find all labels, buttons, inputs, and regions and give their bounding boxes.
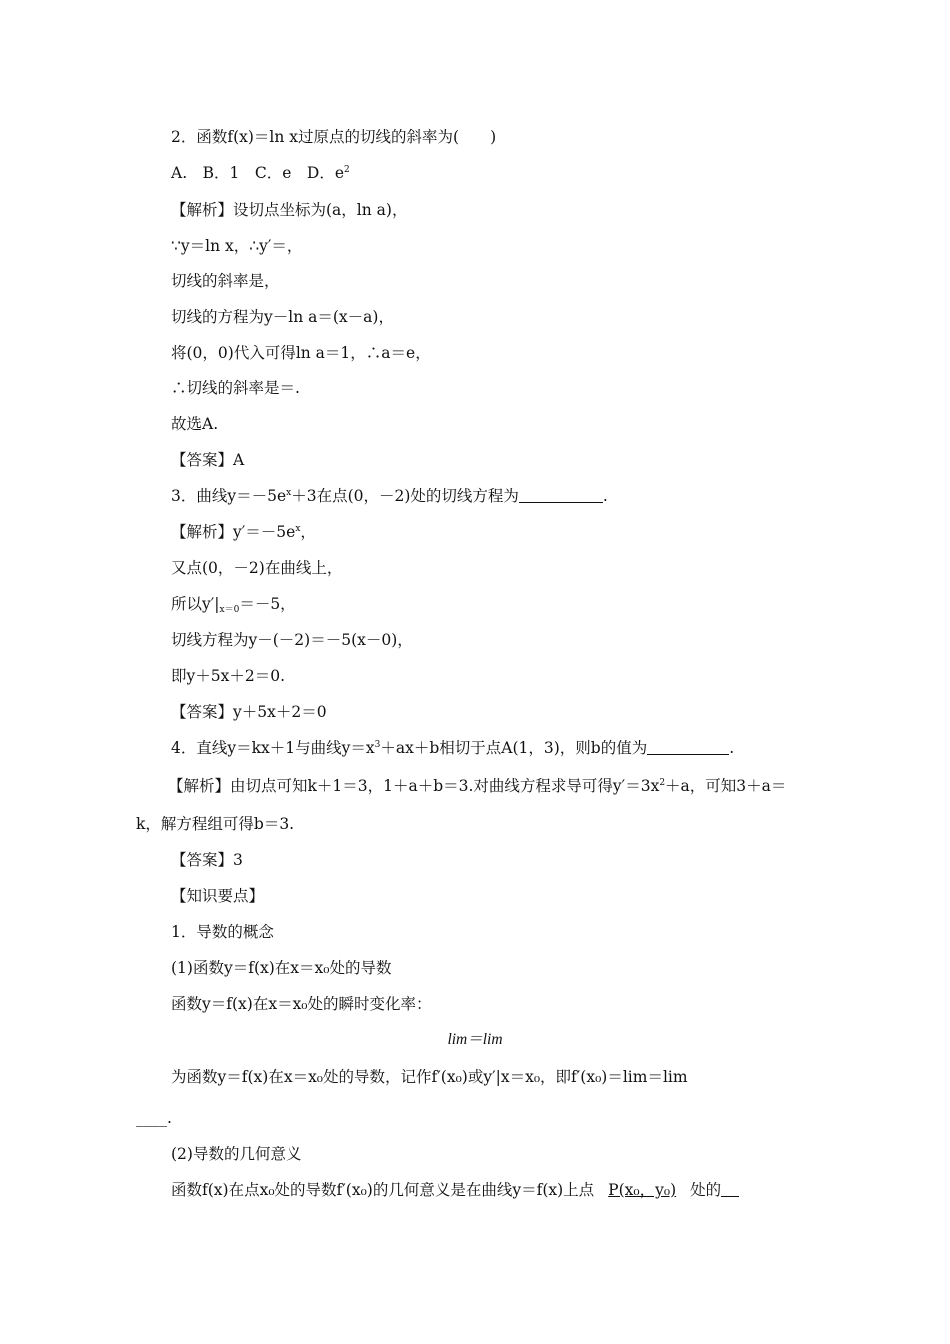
q4-stem-sup: 3	[374, 740, 381, 750]
knowledge-s2-text-a: 函数f(x)在点x₀处的导数f′(x₀)的几何意义是在曲线y＝f(x)上点	[171, 1181, 595, 1199]
q2-analysis-6: ∴切线的斜率是＝.	[171, 379, 300, 397]
derivative-formula: lim＝lim	[447, 1031, 503, 1048]
q3-stem-sup: x	[286, 488, 292, 498]
q4-stem-end: .	[729, 739, 735, 757]
knowledge-s2-text-b: 处的	[690, 1181, 722, 1199]
q2-options-sup: 2	[344, 165, 350, 175]
q3-analysis-3sub: x＝0	[219, 605, 240, 615]
q3-stem-b: ＋3在点(0，－2)处的切线方程为	[291, 487, 519, 505]
q4-analysis-2: k，解方程组可得b＝3.	[136, 815, 295, 833]
knowledge-s2-point: P(x₀，y₀)	[608, 1181, 677, 1199]
q3-analysis-1b: ，	[300, 523, 316, 541]
q4-stem-a: 4．直线y＝kx＋1与曲线y＝x	[171, 739, 375, 757]
q4-analysis-b: ＋a，可知3＋a＝	[665, 777, 787, 795]
q2-analysis-7: 故选A.	[171, 415, 219, 433]
q3-answer: 【答案】y＋5x＋2＝0	[171, 703, 327, 721]
q2-options	[171, 163, 350, 183]
q3-stem-end: .	[602, 487, 608, 505]
q2-analysis-5: 将(0，0)代入可得ln a＝1，∴a＝e，	[171, 344, 431, 362]
knowledge-s2-blank	[721, 1182, 739, 1197]
q4-stem-b: ＋ax＋b相切于点A(1，3)，则b的值为	[380, 739, 648, 757]
q3-analysis-3b: ＝－5，	[239, 595, 296, 613]
knowledge-s1-sub1: (1)函数y＝f(x)在x＝x₀处的导数	[171, 959, 392, 977]
q4-stem	[171, 738, 734, 758]
knowledge-heading: 【知识要点】	[171, 887, 265, 905]
q2-analysis-3: 切线的斜率是，	[171, 272, 280, 290]
q4-answer-blank	[647, 740, 729, 755]
q3-answer-blank	[519, 488, 603, 503]
q3-analysis-3	[171, 594, 296, 614]
q3-analysis-5: 即y＋5x＋2＝0.	[171, 667, 286, 685]
q2-analysis-2: ∵y＝ln x，∴y′＝，	[171, 237, 303, 255]
q4-analysis-a: 【解析】由切点可知k＋1＝3，1＋a＋b＝3.对曲线方程求导可得y′＝3x	[168, 777, 660, 795]
knowledge-s1-text3: ____.	[136, 1109, 172, 1127]
q2-analysis-1: 【解析】设切点坐标为(a，ln a)，	[171, 201, 408, 219]
q3-analysis-2: 又点(0，－2)在曲线上，	[171, 559, 343, 577]
q3-analysis-1sup: x	[295, 524, 301, 534]
q3-analysis-4: 切线方程为y－(－2)＝－5(x－0)，	[171, 631, 413, 649]
q2-answer: 【答案】A	[171, 451, 245, 469]
q4-analysis-sup: 2	[659, 778, 666, 788]
q2-options-text: A. B．1 C．e D．e	[171, 164, 345, 182]
q3-stem-a: 3．曲线y＝－5e	[171, 487, 287, 505]
q2-analysis-4: 切线的方程为y－ln a＝(x－a)，	[171, 308, 394, 326]
knowledge-s2-title: (2)导数的几何意义	[171, 1145, 302, 1163]
q4-analysis-1	[168, 776, 786, 796]
knowledge-s2-text	[171, 1180, 739, 1200]
q3-stem	[171, 486, 608, 506]
q3-analysis-1	[171, 522, 316, 542]
q2-stem: 2．函数f(x)＝ln x过原点的切线的斜率为( )	[171, 128, 497, 146]
q3-analysis-3a: 所以y′|	[171, 595, 220, 613]
q3-analysis-1a: 【解析】y′＝－5e	[171, 523, 296, 541]
knowledge-s1-title: 1．导数的概念	[171, 923, 274, 941]
knowledge-s1-text1: 函数y＝f(x)在x＝x₀处的瞬时变化率：	[171, 995, 432, 1013]
knowledge-s1-text2: 为函数y＝f(x)在x＝x₀处的导数，记作f′(x₀)或y′|x＝x₀，即f′(x₀)＝lim＝lim	[171, 1068, 688, 1086]
q4-answer: 【答案】3	[171, 851, 243, 869]
